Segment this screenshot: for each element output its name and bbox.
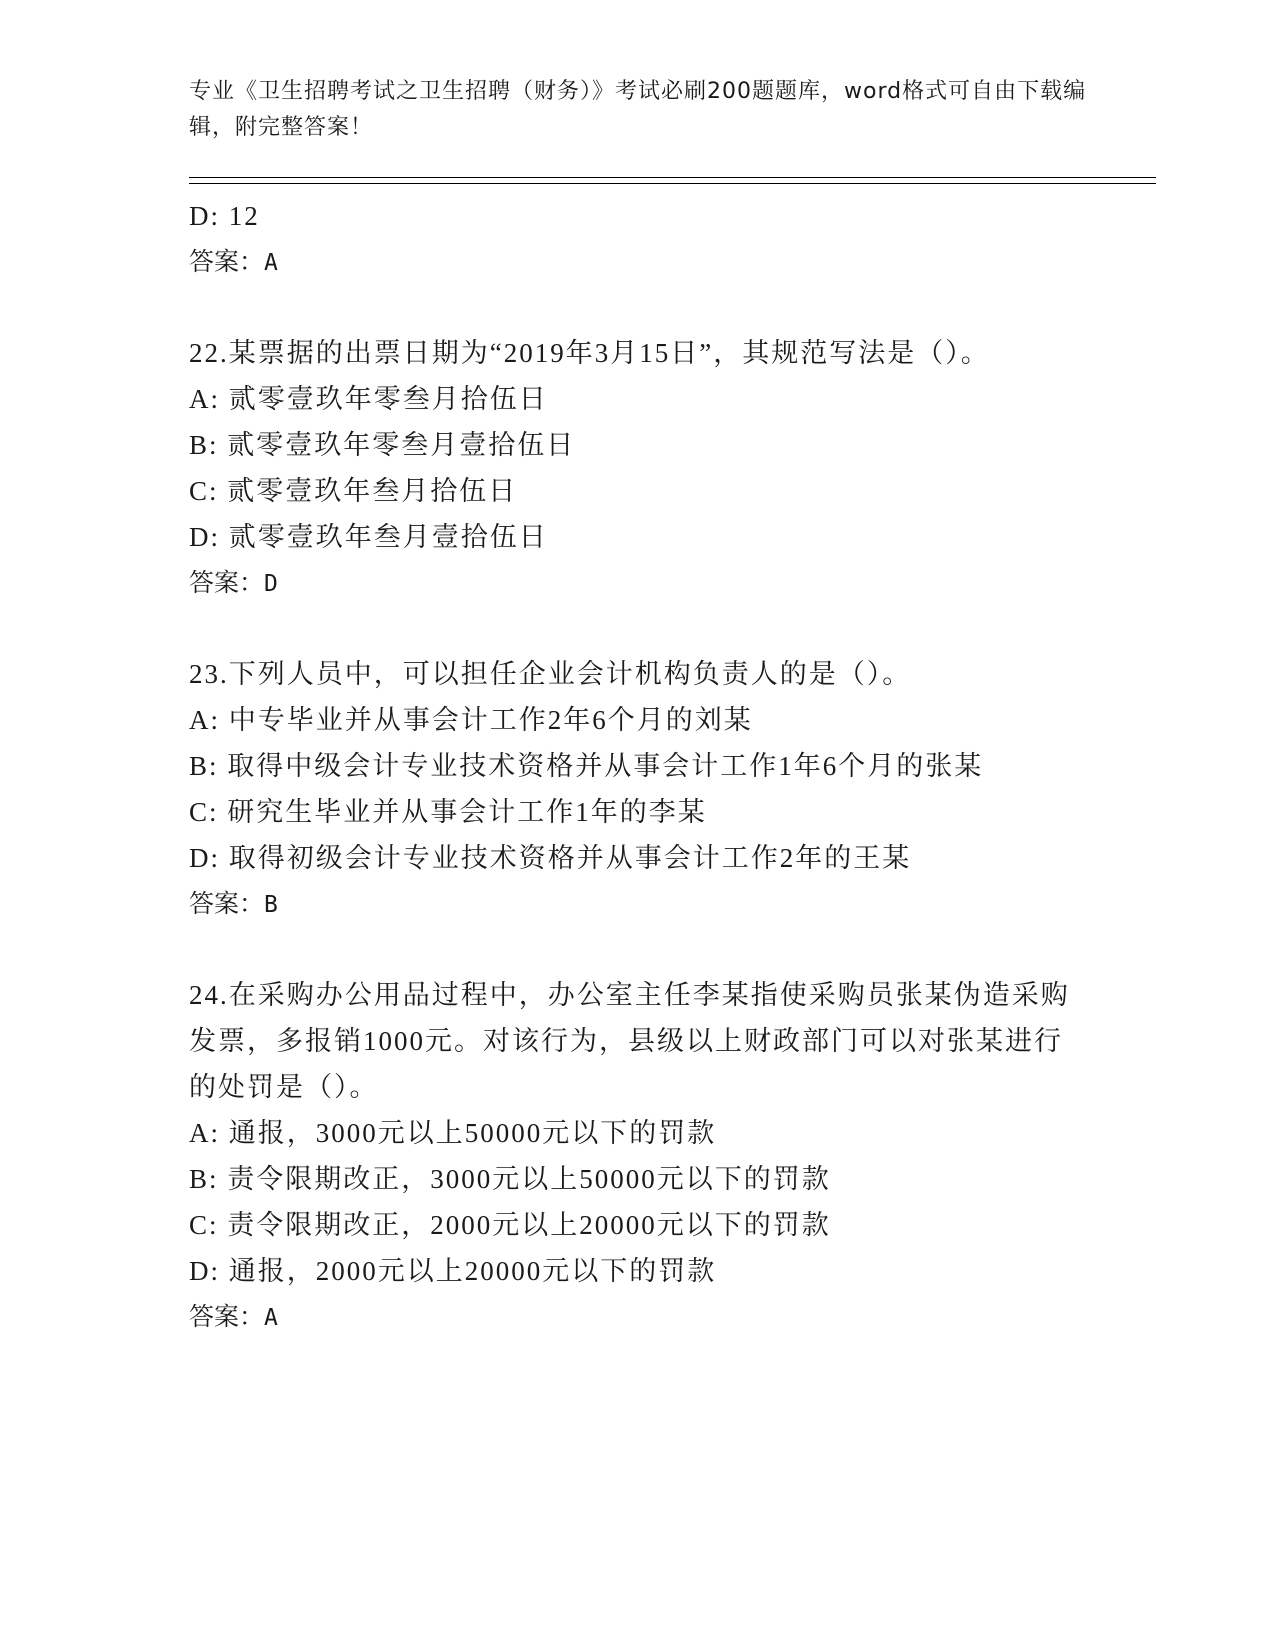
question-22 bbox=[189, 330, 1089, 606]
option-a: A: 通报，3000元以上50000元以下的罚款 bbox=[189, 1118, 717, 1148]
header-rule-top bbox=[189, 177, 1156, 178]
question-text: 22.某票据的出票日期为“2019年3月15日”，其规范写法是（）。 bbox=[189, 338, 990, 368]
option-a: A: 贰零壹玖年零叁月拾伍日 bbox=[189, 384, 548, 414]
question-24 bbox=[189, 972, 1089, 1340]
answer-label: 答案： bbox=[189, 568, 265, 597]
answer-value: A bbox=[264, 1305, 278, 1331]
spacer bbox=[189, 606, 1089, 651]
answer-value: B bbox=[264, 892, 278, 918]
option-b: B: 贰零壹玖年零叁月壹拾伍日 bbox=[189, 430, 576, 460]
answer-label: 答案： bbox=[189, 889, 265, 918]
question-text: 24.在采购办公用品过程中，办公室主任李某指使采购员张某伪造采购发票，多报销1000元。对该行为，县级以上财政部门可以对张某进行的处罚是（）。 bbox=[189, 980, 1070, 1102]
spacer bbox=[189, 285, 1089, 330]
option-b: B: 责令限期改正，3000元以上50000元以下的罚款 bbox=[189, 1164, 831, 1194]
answer-value: A bbox=[264, 250, 278, 276]
answer bbox=[189, 881, 1089, 927]
option-b: B: 取得中级会计专业技术资格并从事会计工作1年6个月的张某 bbox=[189, 751, 984, 781]
document-body bbox=[189, 193, 1089, 1340]
question-23 bbox=[189, 651, 1089, 927]
spacer bbox=[189, 927, 1089, 972]
option-d: D: 贰零壹玖年叁月壹拾伍日 bbox=[189, 522, 548, 552]
answer-value: D bbox=[264, 571, 278, 597]
answer bbox=[189, 560, 1089, 606]
option-d: D: 取得初级会计专业技术资格并从事会计工作2年的王某 bbox=[189, 843, 912, 873]
option-c: C: 贰零壹玖年叁月拾伍日 bbox=[189, 476, 518, 506]
document-header: 专业《卫生招聘考试之卫生招聘（财务）》考试必刷200题题库，word格式可自由下载编辑，附完整答案！ bbox=[189, 79, 1087, 140]
option-d: D: 通报，2000元以上20000元以下的罚款 bbox=[189, 1256, 717, 1286]
question-text: 23.下列人员中，可以担任企业会计机构负责人的是（）。 bbox=[189, 659, 912, 689]
prev-option-d: D: 12 bbox=[189, 201, 260, 231]
header-rule-bottom bbox=[189, 183, 1156, 184]
option-c: C: 研究生毕业并从事会计工作1年的李某 bbox=[189, 797, 707, 827]
answer-label: 答案： bbox=[189, 247, 265, 276]
option-a: A: 中专毕业并从事会计工作2年6个月的刘某 bbox=[189, 705, 753, 735]
answer bbox=[189, 1294, 1089, 1340]
prev-answer bbox=[189, 239, 1089, 285]
answer-label: 答案： bbox=[189, 1302, 265, 1331]
option-c: C: 责令限期改正，2000元以上20000元以下的罚款 bbox=[189, 1210, 831, 1240]
